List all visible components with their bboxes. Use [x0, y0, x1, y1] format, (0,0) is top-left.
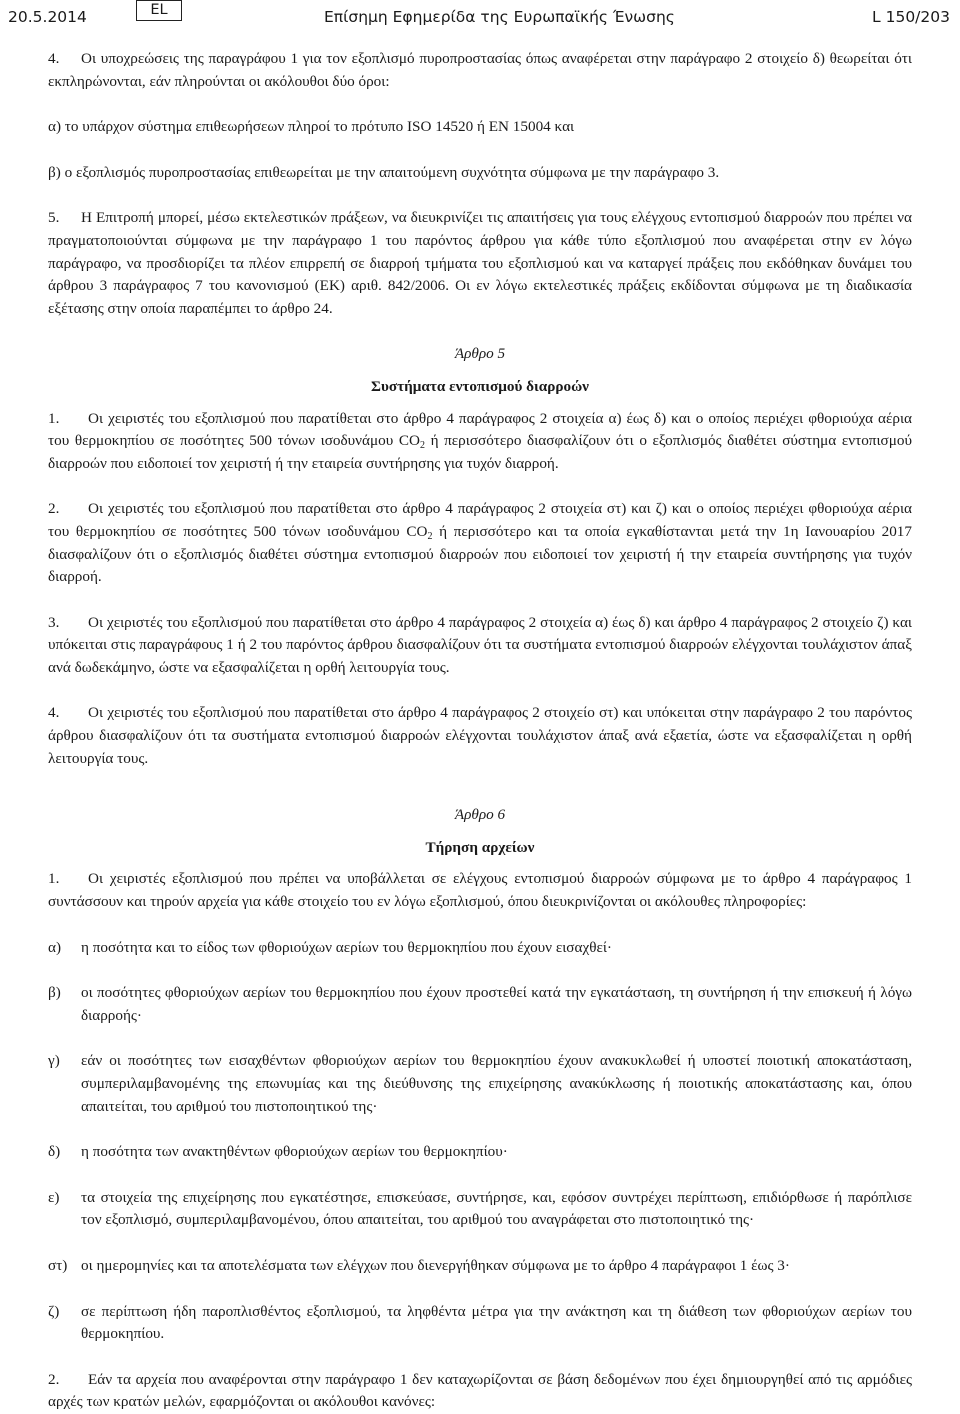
paragraph-number: 5. [48, 209, 60, 227]
article-6-paragraph-1 [48, 868, 912, 913]
document-body [48, 48, 912, 1414]
paragraph-text: ή περισσότερο και τα οποία εγκαθίστανται μετά την 1η Ιανουαρίου 2017 διασφαλίζουν ότι ο εξοπλισμός διαθέτει σύστημα εντοπισμού διαρροών που ειδοποιεί τον χειριστή ή την εταιρεία συντήρησης για τυχόν διαρροή. [48, 522, 912, 586]
paragraph-text: Οι υποχρεώσεις της παραγράφου 1 για τον εξοπλισμό πυροπροστασίας όπως αναφέρεται στην παράγραφο 2 στοιχείο δ) θεωρείται ότι εκπληρώνονται, εάν πληρούνται οι ακόλουθοι δύο όροι: [48, 50, 912, 90]
list-label: α) [48, 938, 62, 956]
subscript: 2 [427, 530, 433, 542]
paragraph-number: 2. [48, 1370, 60, 1388]
list-text: εάν οι ποσότητες των εισαχθέντων φθοριούχων αερίων του θερμοκηπίου έχουν ανακυκλωθεί ή υποστεί ποιοτική αποκατάσταση, συμπεριλαμβανομένης της επωνυμίας και της διεύθυνσης της επιχείρησης ανακύκλωσης ή ποιοτικής αποκατάστασης και, όπου απαιτείται, του αριθμού του πιστοποιητικού της· [81, 1052, 912, 1115]
condition-b: β) ο εξοπλισμός πυροπροστασίας επιθεωρείται με την απαιτούμενη συχνότητα σύμφωνα με την παράγραφο 3. [48, 163, 720, 181]
subscript: 2 [419, 440, 425, 452]
article-6-paragraph-2 [48, 1369, 912, 1414]
article-5-title: Συστήματα εντοπισμού διαρροών [371, 377, 589, 395]
list-item [48, 1050, 912, 1118]
list-label: ε) [48, 1188, 60, 1206]
list-text: οι ημερομηνίες και τα αποτελέσματα των ελέγχων που διενεργήθηκαν σύμφωνα με το άρθρο 4 παράγραφοι 1 έως 3· [81, 1256, 790, 1274]
paragraph-text: Οι χειριστές εξοπλισμού που πρέπει να υποβάλλεται σε ελέγχους εντοπισμού διαρροών σύμφωνα με το άρθρο 4 παράγραφος 1 συντάσσουν και τηρούν αρχεία για κάθε στοιχείο του εν λόγω εξοπλισμού, όπου διευκρινίζονται οι ακόλουθες πληροφορίες: [48, 870, 912, 911]
paragraph-number: 1. [48, 870, 60, 888]
list-text: τα στοιχεία της επιχείρησης που εγκατέστησε, επισκεύασε, συντήρησε, και, εφόσον συντρέχει περίπτωση, επιδιόρθωσε ή παρόπλισε τον εξοπλισμό, συμπεριλαμβανομένου, όπου απαιτείται, του αριθμού του αναγράφεται στο πιστοποιητικό της· [81, 1188, 912, 1229]
article-5-paragraph-3 [48, 612, 912, 680]
article-6-number: Άρθρο 6 [454, 806, 506, 824]
paragraph-text: Οι χειριστές του εξοπλισμού που παρατίθεται στο άρθρο 4 παράγραφος 2 στοιχεία α) έως δ) και ο οποίος περιέχει φθοριούχα αέρια του θερμοκηπίου σε ποσότητες 500 τόνων ισοδυνάμου CO [48, 409, 912, 450]
article-5-paragraph-4 [48, 702, 912, 770]
list-item [48, 982, 912, 1027]
list-text: σε περίπτωση ήδη παροπλισθέντος εξοπλισμού, τα ληφθέντα μέτρα για την ανάκτηση και τη διάθεση των φθοριούχων αερίων του θερμοκηπίου. [81, 1302, 912, 1343]
condition-a: α) το υπάρχον σύστημα επιθεωρήσεων πληροί το πρότυπο ISO 14520 ή EN 15004 και [48, 118, 575, 136]
list-item [48, 1187, 912, 1232]
paragraph-number: 3. [48, 613, 60, 631]
paragraph-number: 4. [48, 704, 60, 722]
list-label: στ) [48, 1256, 68, 1274]
paragraph-5 [48, 207, 912, 320]
list-item [48, 1301, 912, 1346]
paragraph-text: ή περισσότερο διασφαλίζουν ότι ο εξοπλισμός διαθέτει σύστημα εντοπισμού διαρροών που ειδοποιεί τον χειριστή ή την εταιρεία συντήρησης για τυχόν διαρροή. [48, 432, 912, 472]
paragraph-number: 2. [48, 500, 60, 518]
list-item [48, 937, 912, 960]
language-badge: EL [136, 0, 182, 21]
list-label: γ) [48, 1052, 60, 1070]
list-text: η ποσότητα των ανακτηθέντων φθοριούχων αερίων του θερμοκηπίου· [81, 1143, 508, 1161]
list-label: δ) [48, 1143, 61, 1161]
list-item [48, 1141, 912, 1164]
list-text: η ποσότητα και το είδος των φθοριούχων αερίων του θερμοκηπίου που έχουν εισαχθεί· [81, 938, 612, 956]
paragraph-text: Οι χειριστές του εξοπλισμού που παρατίθεται στο άρθρο 4 παράγραφος 2 στοιχείο στ) και υπόκειται στην παράγραφο 2 του παρόντος άρθρου διασφαλίζουν ότι τα συστήματα εντοπισμού διαρροών ελέγχονται τουλάχιστον άπαξ ανά εξαετία, ώστε να εξασφαλίζεται η ορθή λειτουργία τους. [48, 704, 912, 767]
article-5-number: Άρθρο 5 [454, 345, 506, 363]
article-5-paragraph-2 [48, 498, 912, 588]
paragraph-text: Οι χειριστές του εξοπλισμού που παρατίθεται στο άρθρο 4 παράγραφος 2 στοιχεία στ) και ζ) και ο οποίος περιέχει φθοριούχα αέρια του θερμοκηπίου σε ποσότητες 500 τόνων ισοδυνάμου CO [48, 500, 912, 540]
paragraph-text: Η Επιτροπή μπορεί, μέσω εκτελεστικών πράξεων, να διευκρινίζει τις απαιτήσεις για τους ελέγχους εντοπισμού διαρροών που πρέπει να πραγματοποιούνται σύμφωνα με την παράγραφο 1 του παρόντος άρθρου για κάθε τύπο εξοπλισμού που αναφέρεται στην εν λόγω παράγραφο, να προσδιορίζει τα πλέον επιρρεπή σε διαρροή τμήματα του εξοπλισμού και να καταργεί πράξεις που εκδόθηκαν δυνάμει του άρθρου 3 παράγραφος 7 του κανονισμού (ΕΚ) αριθ. 842/2006. Οι εν λόγω εκτελεστικές πράξεις εκδίδονται σύμφωνα με τη διαδικασία εξέτασης στην οποία παραπέμπει το άρθρο 24. [48, 209, 912, 317]
publication-date: 20.5.2014 [8, 8, 87, 26]
paragraph-4 [48, 48, 912, 93]
list-item [48, 1255, 912, 1278]
paragraph-text: Εάν τα αρχεία που αναφέρονται στην παράγραφο 1 δεν καταχωρίζονται σε βάση δεδομένων που έχει δημιουργηθεί από τις αρμόδιες αρχές των κρατών μελών, εφαρμόζονται οι ακόλουθοι κανόνες: [48, 1370, 912, 1411]
paragraph-number: 1. [48, 409, 60, 427]
paragraph-text: Οι χειριστές του εξοπλισμού που παρατίθεται στο άρθρο 4 παράγραφος 2 στοιχεία α) έως δ) και άρθρο 4 παράγραφος 2 στοιχείο ζ) και υπόκειται στις παραγράφους 1 ή 2 του παρόντος άρθρου διασφαλίζουν ότι τα συστήματα εντοπισμού διαρροών ελέγχονται τουλάχιστον άπαξ ανά δωδεκάμηνο, ώστε να εξασφαλίζεται η ορθή λειτουργία τους. [48, 613, 912, 676]
page-reference: L 150/203 [872, 8, 950, 26]
list-label: β) [48, 984, 61, 1002]
paragraph-number: 4. [48, 50, 60, 67]
journal-title: Επίσημη Εφημερίδα της Ευρωπαϊκής Ένωσης [324, 8, 675, 26]
list-label: ζ) [48, 1302, 60, 1320]
page-header [0, 0, 960, 34]
list-text: οι ποσότητες φθοριούχων αερίων του θερμοκηπίου που έχουν προστεθεί κατά την εγκατάσταση, τη συντήρηση ή την επισκευή ή λόγω διαρροής· [81, 984, 912, 1024]
article-6-title: Τήρηση αρχείων [425, 838, 535, 856]
article-5-paragraph-1 [48, 408, 912, 476]
